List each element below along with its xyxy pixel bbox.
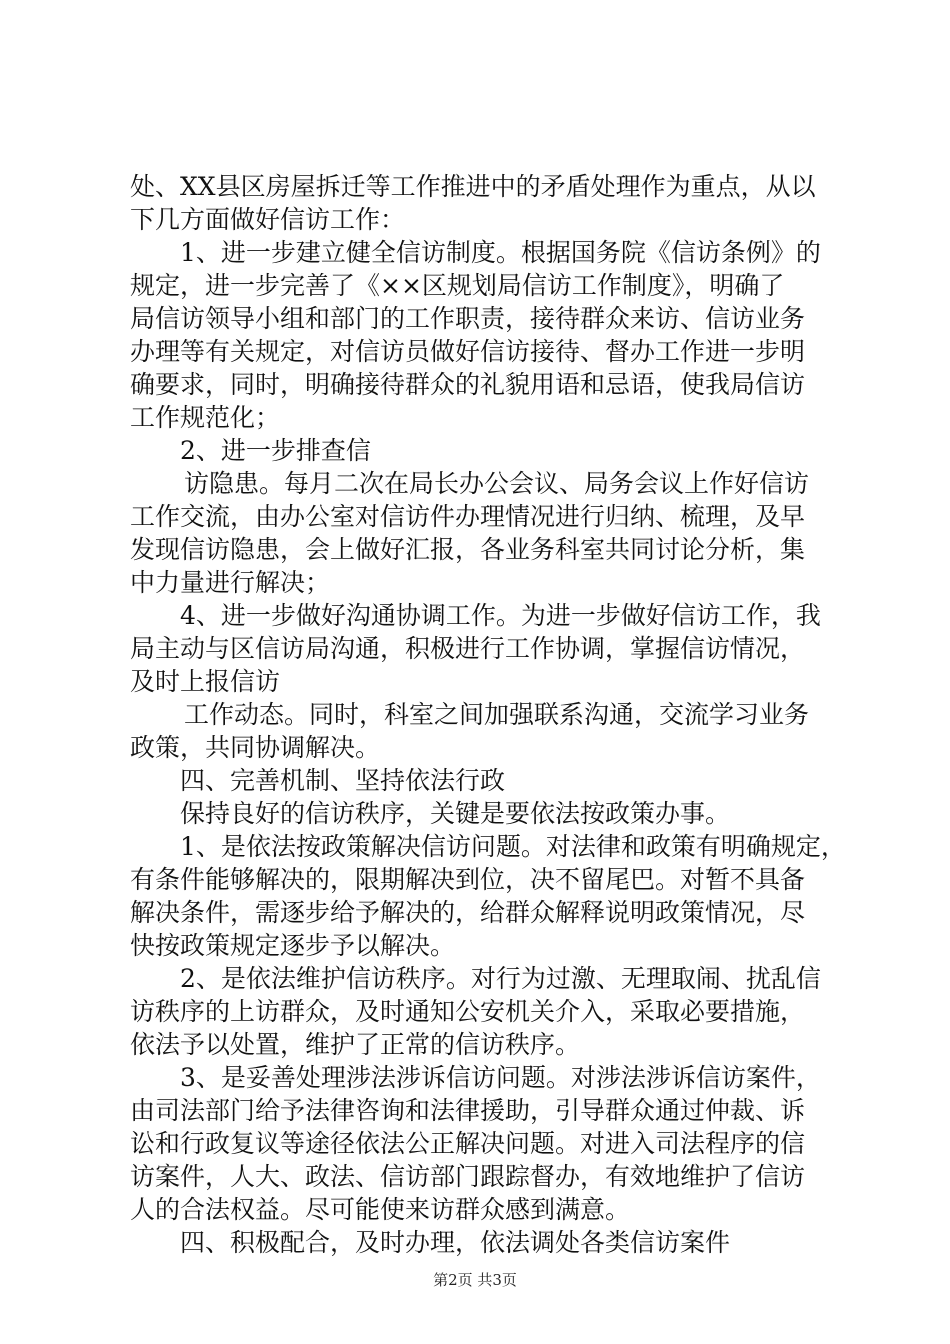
- text-line: 局主动与区信访局沟通，积极进行工作协调，掌握信访情况，: [130, 634, 806, 663]
- text-line: 及时上报信访: [130, 667, 281, 696]
- text-line: 2、进一步排查信: [180, 436, 371, 465]
- text-line: 快按政策规定逐步予以解决。: [130, 931, 456, 960]
- text-line: 2、是依法维护信访秩序。对行为过激、无理取闹、扰乱信: [180, 964, 821, 993]
- text-line: 局信访领导小组和部门的工作职责，接待群众来访、信访业务: [130, 304, 806, 333]
- text-line: 有条件能够解决的，限期解决到位，决不留尾巴。对暂不具备: [130, 865, 806, 894]
- text-line: 人的合法权益。尽可能使来访群众感到满意。: [130, 1195, 631, 1224]
- text-line: 确要求，同时，明确接待群众的礼貌用语和忌语，使我局信访: [130, 370, 806, 399]
- page-number: 第2页 共3页: [433, 1271, 517, 1289]
- text-line: 1、进一步建立健全信访制度。根据国务院《信访条例》的: [180, 238, 821, 267]
- section-heading: 四、积极配合，及时办理，依法调处各类信访案件: [180, 1228, 731, 1257]
- section-heading: 四、完善机制、坚持依法行政: [180, 766, 506, 795]
- text-line: 工作规范化；: [130, 403, 281, 432]
- text-line: 依法予以处置，维护了正常的信访秩序。: [130, 1030, 581, 1059]
- text-line: 访案件，人大、政法、信访部门跟踪督办，有效地维护了信访: [130, 1162, 806, 1191]
- text-line: 解决条件，需逐步给予解决的，给群众解释说明政策情况，尽: [130, 898, 806, 927]
- text-line: 保持良好的信访秩序，关键是要依法按政策办事。: [180, 799, 731, 828]
- text-line: 访秩序的上访群众，及时通知公安机关介入，采取必要措施，: [130, 997, 806, 1026]
- text-line: 规定，进一步完善了《××区规划局信访工作制度》，明确了: [130, 271, 785, 300]
- text-line: 政策，共同协调解决。: [130, 733, 381, 762]
- text-line: 工作交流，由办公室对信访件办理情况进行归纳、梳理，及早: [130, 502, 806, 531]
- text-line: 1、是依法按政策解决信访问题。对法律和政策有明确规定，: [180, 832, 846, 861]
- text-line: 中力量进行解决；: [130, 568, 331, 597]
- document-body: [130, 170, 846, 1259]
- page-footer: [0, 1270, 950, 1290]
- text-line: 发现信访隐患，会上做好汇报，各业务科室共同讨论分析，集: [130, 535, 806, 564]
- text-line: 讼和行政复议等途径依法公正解决问题。对进入司法程序的信: [130, 1129, 806, 1158]
- text-line: 4、进一步做好沟通协调工作。为进一步做好信访工作，我: [180, 601, 821, 630]
- text-line: 工作动态。同时，科室之间加强联系沟通，交流学习业务: [184, 700, 810, 729]
- text-line: 下几方面做好信访工作：: [130, 205, 406, 234]
- text-line: 3、是妥善处理涉法涉诉信访问题。对涉法涉诉信访案件，: [180, 1063, 821, 1092]
- text-line: 处、XX县区房屋拆迁等工作推进中的矛盾处理作为重点，从以: [130, 172, 816, 201]
- text-line: 由司法部门给予法律咨询和法律援助，引导群众通过仲裁、诉: [130, 1096, 806, 1125]
- text-line: 访隐患。每月二次在局长办公会议、局务会议上作好信访: [184, 469, 810, 498]
- text-line: 办理等有关规定，对信访员做好信访接待、督办工作进一步明: [130, 337, 806, 366]
